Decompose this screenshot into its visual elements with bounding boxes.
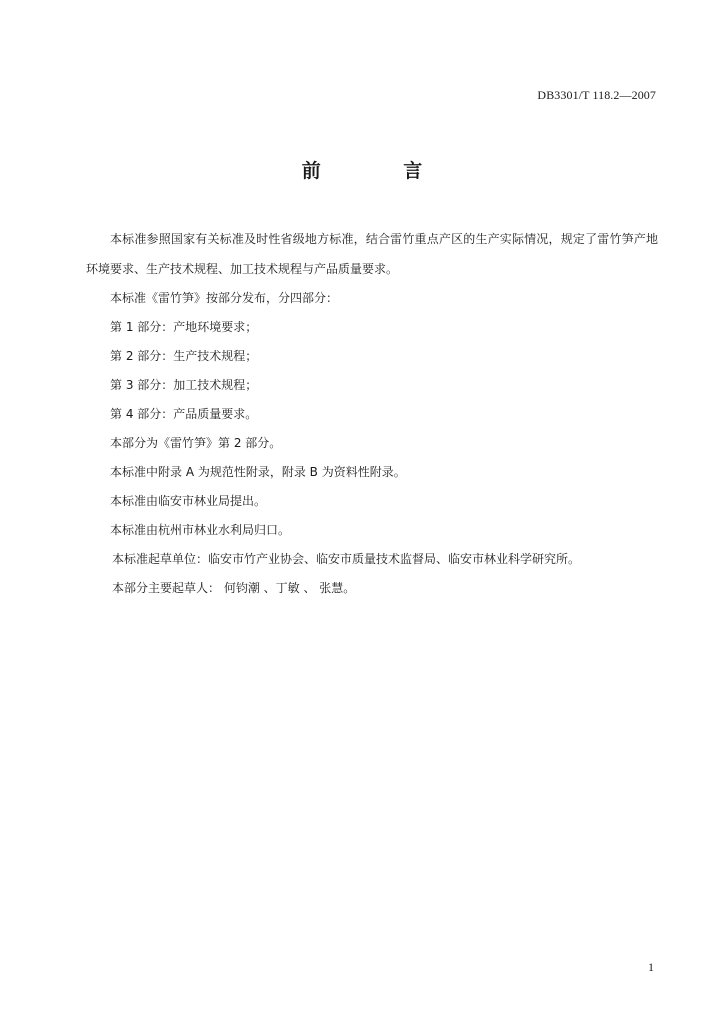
paragraph-drafting-units: 本标准起草单位：临安市竹产业协会、临安市质量技术监督局、临安市林业科学研究所。 — [112, 552, 581, 566]
page-number: 1 — [648, 960, 654, 974]
paragraph-proposed-by: 本标准由临安市林业局提出。 — [110, 494, 267, 508]
paragraph-intro: 本标准参照国家有关标准及时性省级地方标准，结合雷竹重点产区的生产实际情况，规定了雷竹笋产地环境要求、生产技术规程、加工技术规程与产品质量要求。 — [86, 232, 658, 276]
paragraph-part-4: 第 4 部分：产品质量要求。 — [110, 407, 258, 421]
paragraph-drafters: 本部分主要起草人： 何钧潮 、丁敏 、 张慧。 — [112, 581, 356, 595]
document-body — [86, 224, 658, 603]
paragraph-part-1: 第 1 部分：产地环境要求； — [110, 320, 258, 334]
paragraph-appendices: 本标准中附录 A 为规范性附录，附录 B 为资料性附录。 — [110, 465, 406, 479]
document-code: DB3301/T 118.2—2007 — [537, 88, 656, 102]
page-title: 前 言 — [301, 160, 461, 182]
paragraph-managed-by: 本标准由杭州市林业水利局归口。 — [110, 523, 291, 537]
paragraph-this-part: 本部分为《雷竹笋》第 2 部分。 — [110, 436, 282, 450]
paragraph-part-2: 第 2 部分：生产技术规程； — [110, 349, 258, 363]
paragraph-part-3: 第 3 部分：加工技术规程； — [110, 378, 258, 392]
paragraph-parts-overview: 本标准《雷竹笋》按部分发布，分四部分： — [110, 291, 339, 305]
